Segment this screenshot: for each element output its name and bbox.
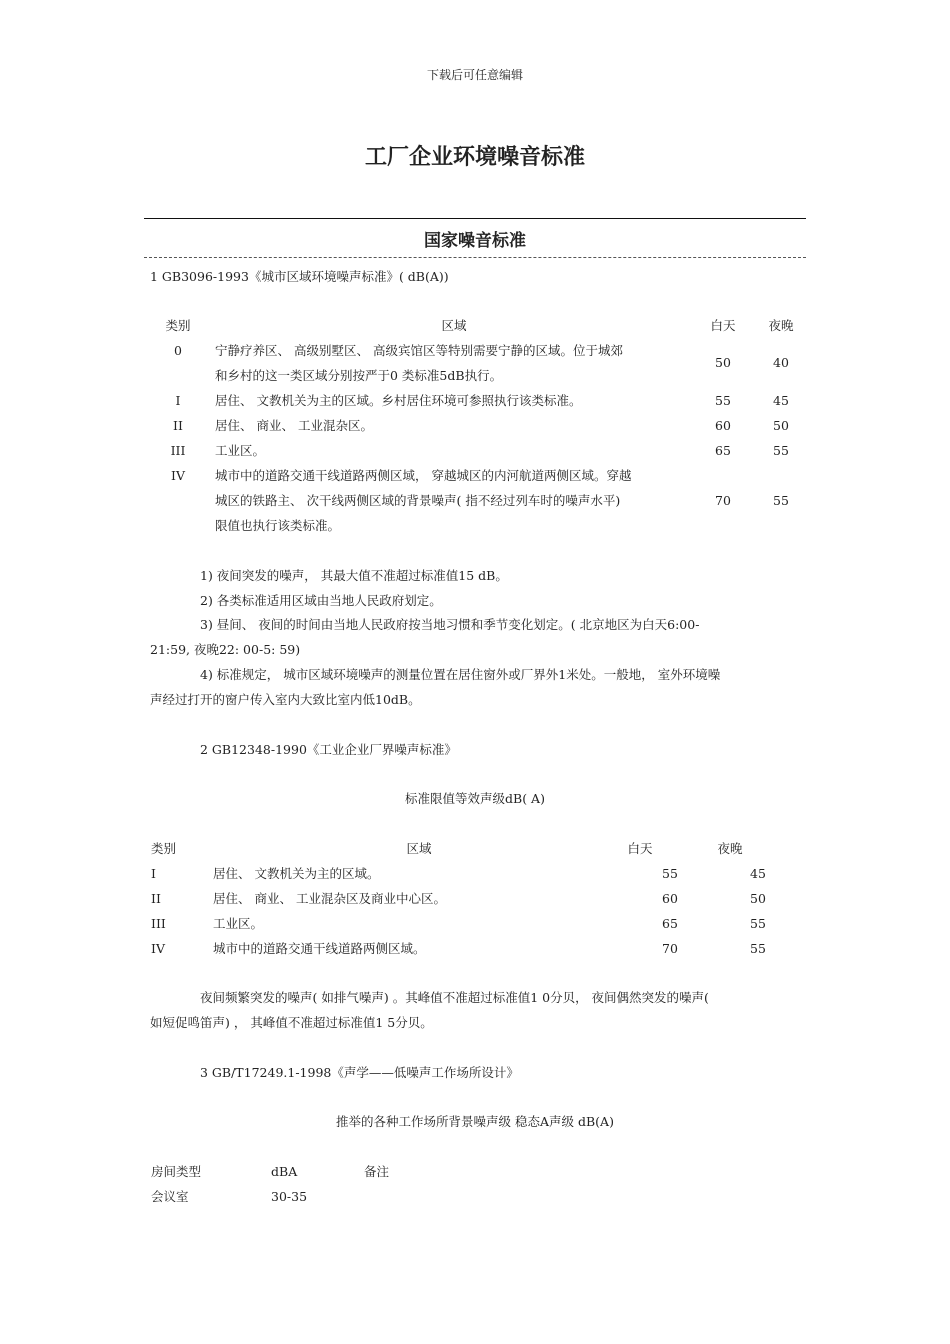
s1-row-category: I: [175, 393, 181, 408]
s2-row-area: 居住、 文教机关为主的区域。: [213, 866, 380, 881]
s1-row-area-line: 限值也执行该类标准。: [215, 518, 341, 533]
s2-row-category: III: [151, 916, 166, 931]
s1-note: 1) 夜间突发的噪声， 其最大值不准超过标准值15 dB。: [200, 568, 508, 583]
s1-row-night: 55: [773, 443, 789, 458]
s3-col-room: 房间类型: [151, 1164, 202, 1179]
s1-row-category: II: [173, 418, 183, 433]
s2-row-night: 45: [750, 866, 766, 881]
s3-row-room: 会议室: [151, 1189, 189, 1204]
s2-row-category: IV: [151, 941, 165, 956]
s1-row-day: 55: [715, 393, 731, 408]
s2-row-area: 居住、 商业、 工业混杂区及商业中心区。: [213, 891, 446, 906]
s2-row-category: II: [151, 891, 161, 906]
s1-row-area-line: 宁静疗养区、 高级别墅区、 高级宾馆区等特别需要宁静的区域。位于城郊: [215, 343, 623, 358]
s1-note: 4) 标准规定， 城市区域环境噪声的测量位置在居住窗外或厂界外1米处。一般地， 室外环境噪: [200, 667, 721, 682]
s2-note: 如短促鸣笛声) ， 其峰值不准超过标准值1 5分贝。: [150, 1015, 433, 1030]
s1-row-area-line: 居住、 文教机关为主的区域。乡村居住环境可参照执行该类标准。: [215, 393, 582, 408]
s1-row-area-line: 城区的铁路主、 次干线两侧区域的背景噪声( 指不经过列车时的噪声水平): [215, 493, 621, 508]
s1-note: 2) 各类标准适用区域由当地人民政府划定。: [200, 593, 442, 608]
s1-row-night: 55: [773, 493, 789, 508]
s3-caption: 推举的各种工作场所背景噪声级 稳态A声级 dB(A): [336, 1114, 614, 1129]
s1-row-day: 50: [715, 355, 731, 370]
dashed-divider: [144, 257, 806, 258]
s1-row-category: IV: [171, 468, 185, 483]
title-rule: [144, 218, 806, 219]
s3-col-remark: 备注: [364, 1164, 390, 1179]
s1-row-night: 40: [773, 355, 789, 370]
s1-row-area-line: 城市中的道路交通干线道路两侧区域， 穿越城区的内河航道两侧区域。穿越: [215, 468, 632, 483]
s1-row-night: 50: [773, 418, 789, 433]
s1-row-day: 60: [715, 418, 731, 433]
s2-row-night: 50: [750, 891, 766, 906]
s2-col-area: 区域: [406, 841, 432, 856]
s1-col-area: 区域: [441, 318, 467, 333]
section-subtitle: 国家噪音标准: [424, 231, 526, 251]
s2-col-category: 类别: [151, 841, 177, 856]
s2-row-area: 工业区。: [213, 916, 264, 931]
s2-row-day: 70: [662, 941, 678, 956]
s1-col-category: 类别: [165, 318, 191, 333]
s1-row-day: 65: [715, 443, 731, 458]
s1-row-night: 45: [773, 393, 789, 408]
page-title: 工厂企业环境噪音标准: [364, 145, 585, 170]
s1-note: 21:59, 夜晚22: 00-5: 59): [150, 642, 301, 657]
s2-heading: 2 GB12348-1990《工业企业厂界噪声标准》: [200, 742, 457, 757]
s3-heading: 3 GB/T17249.1-1998《声学——低噪声工作场所设计》: [200, 1065, 519, 1080]
s1-heading: 1 GB3096-1993《城市区域环境噪声标准》( dB(A)): [150, 269, 449, 284]
s2-row-category: I: [151, 866, 156, 881]
s2-row-night: 55: [750, 916, 766, 931]
s1-row-area-line: 和乡村的这一类区域分别按严于0 类标准5dB执行。: [215, 368, 503, 383]
header-note: 下载后可任意编辑: [426, 68, 523, 82]
s2-row-area: 城市中的道路交通干线道路两侧区域。: [213, 941, 426, 956]
s2-note: 夜间频繁突发的噪声( 如排气噪声) 。其峰值不准超过标准值1 0分贝， 夜间偶然突发的噪声(: [200, 990, 709, 1005]
s3-col-dba: dBA: [271, 1164, 298, 1179]
s1-row-area-line: 居住、 商业、 工业混杂区。: [215, 418, 373, 433]
s1-note: 声经过打开的窗户传入室内大致比室内低10dB。: [150, 692, 421, 707]
s1-col-day: 白天: [710, 318, 736, 333]
s2-row-night: 55: [750, 941, 766, 956]
s2-row-day: 60: [662, 891, 678, 906]
s1-row-category: III: [170, 443, 186, 458]
s1-note: 3) 昼间、 夜间的时间由当地人民政府按当地习惯和季节变化划定。( 北京地区为白天6:00-: [200, 617, 700, 632]
s2-col-night: 夜晚: [717, 841, 743, 856]
s1-row-day: 70: [715, 493, 731, 508]
s2-row-day: 65: [662, 916, 678, 931]
s3-row-dba: 30-35: [271, 1189, 308, 1204]
s2-col-day: 白天: [627, 841, 653, 856]
s1-col-night: 夜晚: [768, 318, 794, 333]
s2-row-day: 55: [662, 866, 678, 881]
s2-caption: 标准限值等效声级dB( A): [405, 791, 545, 806]
s1-row-category: 0: [174, 343, 182, 358]
s1-row-area-line: 工业区。: [215, 443, 266, 458]
